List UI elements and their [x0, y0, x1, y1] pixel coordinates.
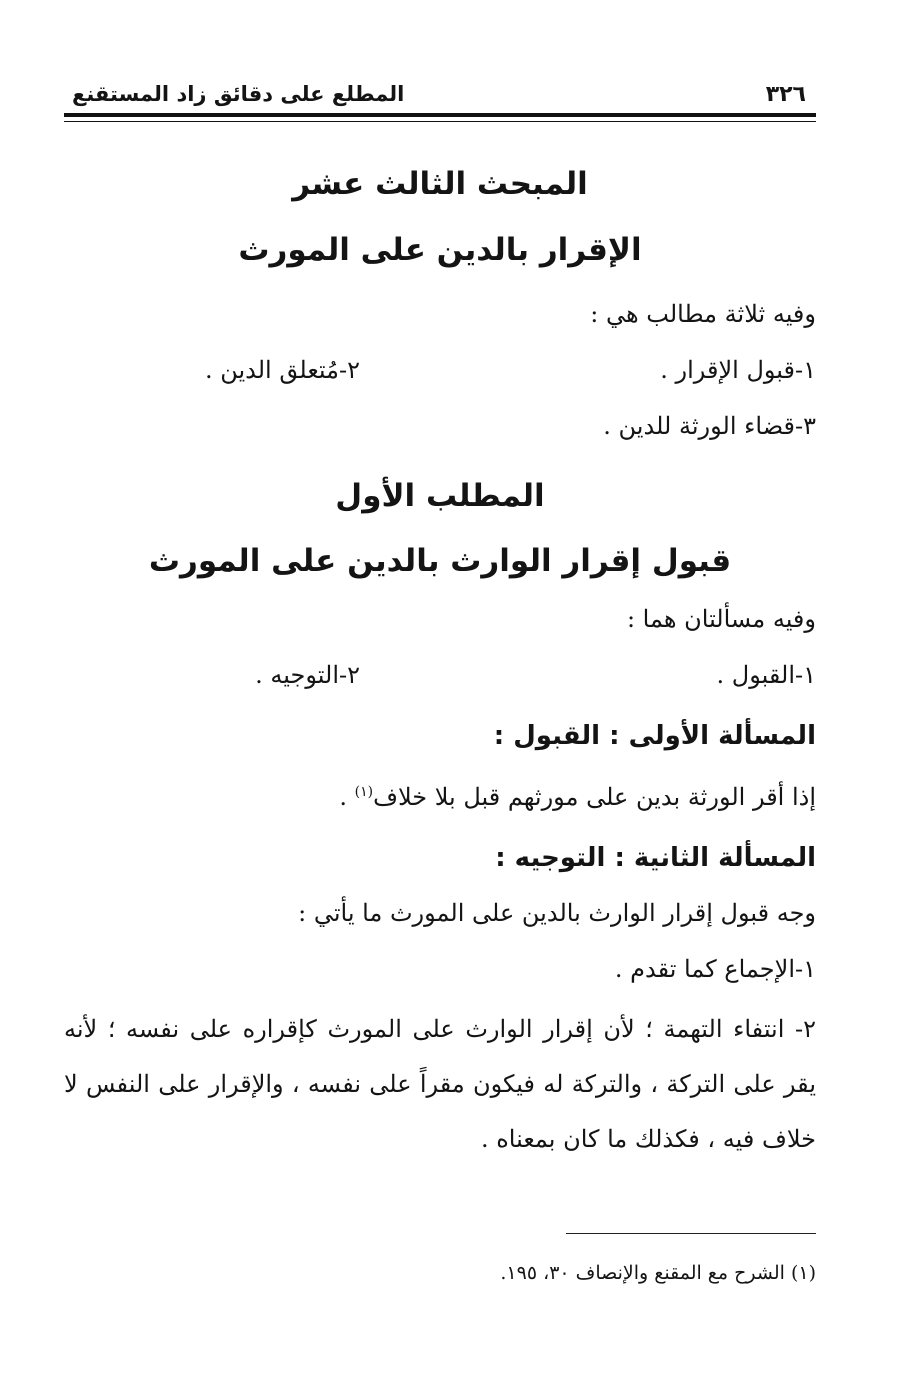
book-title: المطلع على دقائق زاد المستقنع [72, 82, 405, 106]
section-subtitle: الإقرار بالدين على المورث [238, 232, 642, 268]
footnote: (١) الشرح مع المقنع والإنصاف ٣٠، ١٩٥. [500, 1262, 816, 1284]
running-header [64, 82, 814, 112]
header-rule-thin [64, 121, 816, 122]
footnote-separator [566, 1233, 816, 1234]
page-number: ٣٢٦ [765, 82, 806, 107]
issue-2-intro: وجه قبول إقرار الوارث بالدين على المورث ما يأتي : [298, 899, 816, 927]
chapter-item-2: ٢-التوجيه . [255, 661, 360, 689]
section-title: المبحث الثالث عشر [292, 166, 588, 202]
chapter-title: المطلب الأول [335, 478, 545, 514]
chapter-subtitle: قبول إقرار الوارث بالدين على المورث [148, 543, 732, 579]
chapter-intro: وفيه مسألتان هما : [626, 605, 816, 633]
section-item-3: ٣-قضاء الورثة للدين . [603, 412, 816, 440]
issue-1-statement: إذا أقر الورثة بدين على مورثهم قبل بلا خلاف [373, 783, 816, 811]
issue-2-point-1: ١-الإجماع كما تقدم . [614, 955, 816, 983]
chapter-item-1: ١-القبول . [716, 661, 816, 689]
issue-2-heading: المسألة الثانية : التوجيه : [495, 843, 816, 873]
issue-1-text [339, 783, 816, 811]
footnote-ref: (١) [354, 784, 374, 800]
section-item-1: ١-قبول الإقرار . [660, 356, 816, 384]
issue-1-heading: المسألة الأولى : القبول : [493, 721, 816, 751]
issue-1-end: . [339, 783, 355, 811]
section-intro: وفيه ثلاثة مطالب هي : [590, 300, 816, 328]
issue-2-point-2: ٢- انتفاء التهمة ؛ لأن إقرار الوارث على المورث كإقراره على نفسه ؛ لأنه يقر على التركة ، والتركة له فيكون مقراً على نفسه ، والإقرار على النفس لا خلاف فيه ، فكذلك ما كان بمعناه . [64, 1015, 816, 1153]
header-rule-thick [64, 113, 816, 117]
section-item-2: ٢-مُتعلق الدين . [204, 356, 360, 384]
